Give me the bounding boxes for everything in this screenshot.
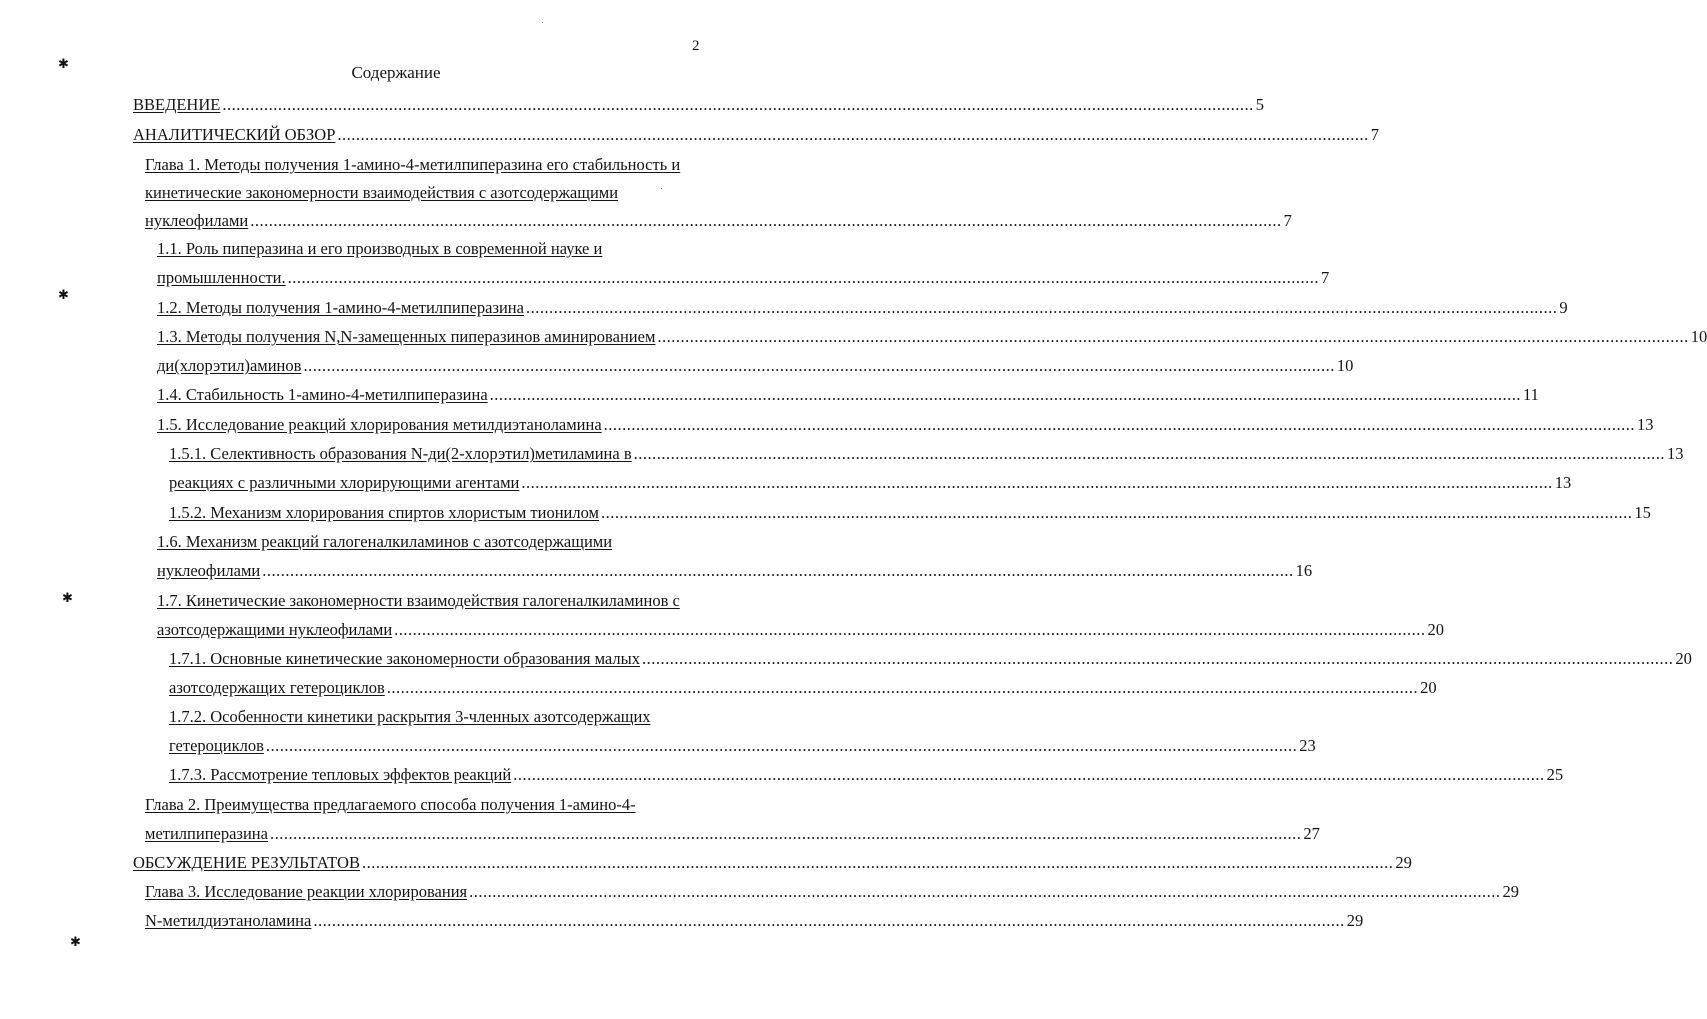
- toc-entry-title: 1.3. Методы получения N,N-замещенных пиперазинов аминированием: [157, 327, 656, 346]
- dot-leader: ...............................................................................................................................................................................................................................: [361, 853, 1394, 872]
- punch-mark-icon: ✱: [70, 934, 81, 949]
- toc-entry[interactable]: [169, 677, 1437, 699]
- toc-entry-page: 20: [1675, 649, 1692, 668]
- toc-entry-title: азотсодержащими нуклеофилами: [157, 620, 393, 639]
- toc-entry[interactable]: [133, 852, 1412, 874]
- toc-entry-title: 1.5.1. Селективность образования N-ди(2-хлорэтил)метиламина в: [169, 444, 632, 463]
- toc-entry-title: ВВЕДЕНИЕ: [133, 95, 221, 114]
- toc-entry-title: кинетические закономерности взаимодействия с азотсодержащими: [145, 183, 619, 202]
- toc-entry[interactable]: [133, 124, 1379, 146]
- toc-entry-title: 1.4. Стабильность 1-амино-4-метилпиперазина: [157, 385, 488, 404]
- toc-entry-title: 1.2. Методы получения 1-амино-4-метилпиперазина: [157, 298, 524, 317]
- toc-entry[interactable]: [145, 910, 1364, 932]
- toc-entry-page: 7: [1283, 211, 1292, 230]
- punch-mark-icon: ✱: [58, 287, 69, 302]
- toc-entry[interactable]: [157, 238, 602, 260]
- dot-leader: ...............................................................................................................................................................................................................................: [313, 911, 1345, 930]
- toc-entry[interactable]: [169, 735, 1316, 757]
- toc-entry[interactable]: [157, 384, 1539, 406]
- toc-entry[interactable]: [157, 560, 1313, 582]
- dot-leader: ...............................................................................................................................................................................................................................: [394, 620, 1426, 639]
- dot-leader: ...............................................................................................................................................................................................................................: [513, 765, 1545, 784]
- toc-entry[interactable]: [157, 297, 1568, 319]
- dot-leader: ...............................................................................................................................................................................................................................: [521, 473, 1553, 492]
- dot-leader: ...............................................................................................................................................................................................................................: [657, 327, 1689, 346]
- toc-entry[interactable]: [169, 502, 1651, 524]
- toc-entry-page: 25: [1546, 765, 1564, 784]
- toc-entry[interactable]: [157, 531, 612, 553]
- dot-leader: ...............................................................................................................................................................................................................................: [303, 356, 1335, 375]
- toc-entry-title: метилпиперазина: [145, 824, 268, 843]
- toc-entry[interactable]: [145, 823, 1320, 845]
- dot-leader: ...............................................................................................................................................................................................................................: [641, 649, 1674, 668]
- toc-entry-page: 9: [1559, 298, 1568, 317]
- toc-entry[interactable]: [157, 414, 1654, 436]
- toc-entry-page: 20: [1420, 678, 1437, 697]
- punch-mark-icon: ✱: [62, 590, 73, 605]
- dot-leader: ...............................................................................................................................................................................................................................: [489, 385, 1522, 404]
- toc-entry-title: 1.6. Механизм реакций галогеналкиламинов с азотсодержащими: [157, 532, 613, 551]
- dot-leader: ...............................................................................................................................................................................................................................: [262, 561, 1294, 580]
- toc-entry-title: гетероциклов: [169, 736, 264, 755]
- toc-entry-title: промышленности.: [157, 268, 286, 287]
- toc-entry-title: 1.1. Роль пиперазина и его производных в современной науке и: [157, 239, 603, 258]
- dot-leader: ...............................................................................................................................................................................................................................: [222, 95, 1254, 114]
- dot-leader: ...............................................................................................................................................................................................................................: [269, 824, 1302, 843]
- toc-entry[interactable]: [145, 182, 618, 204]
- toc-entry-page: 15: [1634, 503, 1651, 522]
- dot-leader: ...............................................................................................................................................................................................................................: [337, 125, 1369, 144]
- page-title: Содержание: [351, 63, 441, 82]
- toc-entry-page: 11: [1523, 385, 1539, 404]
- toc-entry-page: 29: [1395, 853, 1412, 872]
- toc-entry-page: 13: [1637, 415, 1654, 434]
- toc-entry-title: азотсодержащих гетероциклов: [169, 678, 385, 697]
- toc-entry[interactable]: [133, 94, 1264, 116]
- toc-entry-title: Глава 1. Методы получения 1-амино-4-метилпиперазина его стабильность и: [145, 155, 681, 174]
- toc-entry-page: 7: [1370, 125, 1379, 144]
- scan-speck: [542, 22, 543, 23]
- toc-entry-title: 1.7.1. Основные кинетические закономерности образования малых: [169, 649, 640, 668]
- toc-entry-page: 16: [1295, 561, 1313, 580]
- toc-entry-title: нуклеофилами: [157, 561, 261, 580]
- dot-leader: ...............................................................................................................................................................................................................................: [525, 298, 1558, 317]
- dot-leader: ...............................................................................................................................................................................................................................: [601, 503, 1633, 522]
- toc-entry[interactable]: [169, 648, 1692, 670]
- toc-entry-page: 23: [1299, 736, 1316, 755]
- toc-entry-title: ди(хлорэтил)аминов: [157, 356, 302, 375]
- toc-entry[interactable]: [169, 443, 1684, 465]
- toc-entry-page: 10: [1336, 356, 1354, 375]
- toc-entry-title: 1.5.2. Механизм хлорирования спиртов хлористым тионилом: [169, 503, 599, 522]
- toc-entry[interactable]: [157, 619, 1445, 641]
- dot-leader: ...............................................................................................................................................................................................................................: [386, 678, 1419, 697]
- toc-entry-page: 13: [1554, 473, 1572, 492]
- toc-entry[interactable]: [145, 210, 1292, 232]
- dot-leader: ...............................................................................................................................................................................................................................: [633, 444, 1666, 463]
- toc-entry-title: АНАЛИТИЧЕСКИЙ ОБЗОР: [133, 125, 336, 144]
- toc-entry-title: 1.7.3. Рассмотрение тепловых эффектов реакций: [169, 765, 512, 784]
- punch-mark-icon: ✱: [58, 56, 69, 71]
- toc-entry[interactable]: [145, 794, 636, 816]
- dot-leader: ...............................................................................................................................................................................................................................: [469, 882, 1501, 901]
- toc-entry[interactable]: [157, 590, 680, 612]
- page-number: 2: [692, 38, 700, 54]
- toc-entry-title: нуклеофилами: [145, 211, 249, 230]
- toc-entry[interactable]: [157, 267, 1330, 289]
- toc-entry-page: 10: [1690, 327, 1707, 346]
- toc-entry[interactable]: [169, 472, 1572, 494]
- dot-leader: ...............................................................................................................................................................................................................................: [287, 268, 1319, 287]
- toc-entry-page: 13: [1667, 444, 1684, 463]
- scan-speck: [661, 188, 662, 189]
- toc-entry[interactable]: [145, 154, 680, 176]
- toc-entry-title: N-метилдиэтаноламина: [145, 911, 312, 930]
- toc-entry-title: 1.7. Кинетические закономерности взаимодействия галогеналкиламинов с: [157, 591, 680, 610]
- toc-entry-page: 20: [1427, 620, 1445, 639]
- toc-entry[interactable]: [157, 355, 1354, 377]
- toc-entry-page: 29: [1346, 911, 1364, 930]
- toc-entry-title: 1.7.2. Особенности кинетики раскрытия 3-членных азотсодержащих: [169, 707, 651, 726]
- toc-entry[interactable]: [169, 764, 1564, 786]
- toc-entry-title: ОБСУЖДЕНИЕ РЕЗУЛЬТАТОВ: [133, 853, 360, 872]
- toc-entry-page: 7: [1321, 268, 1330, 287]
- dot-leader: ...............................................................................................................................................................................................................................: [265, 736, 1298, 755]
- toc-entry[interactable]: [157, 326, 1707, 348]
- toc-entry-page: 27: [1303, 824, 1320, 843]
- toc-entry-title: Глава 3. Исследование реакции хлорирования: [145, 882, 468, 901]
- toc-entry-title: 1.5. Исследование реакций хлорирования метилдиэтаноламина: [157, 415, 602, 434]
- toc-entry[interactable]: [145, 881, 1519, 903]
- toc-entry-page: 29: [1502, 882, 1519, 901]
- toc-entry-title: Глава 2. Преимущества предлагаемого способа получения 1-амино-4-: [145, 795, 636, 814]
- toc-entry-title: реакциях с различными хлорирующими агентами: [169, 473, 520, 492]
- dot-leader: ...............................................................................................................................................................................................................................: [250, 211, 1282, 230]
- dot-leader: ...............................................................................................................................................................................................................................: [603, 415, 1636, 434]
- toc-entry[interactable]: [169, 706, 651, 728]
- toc-entry-page: 5: [1255, 95, 1264, 114]
